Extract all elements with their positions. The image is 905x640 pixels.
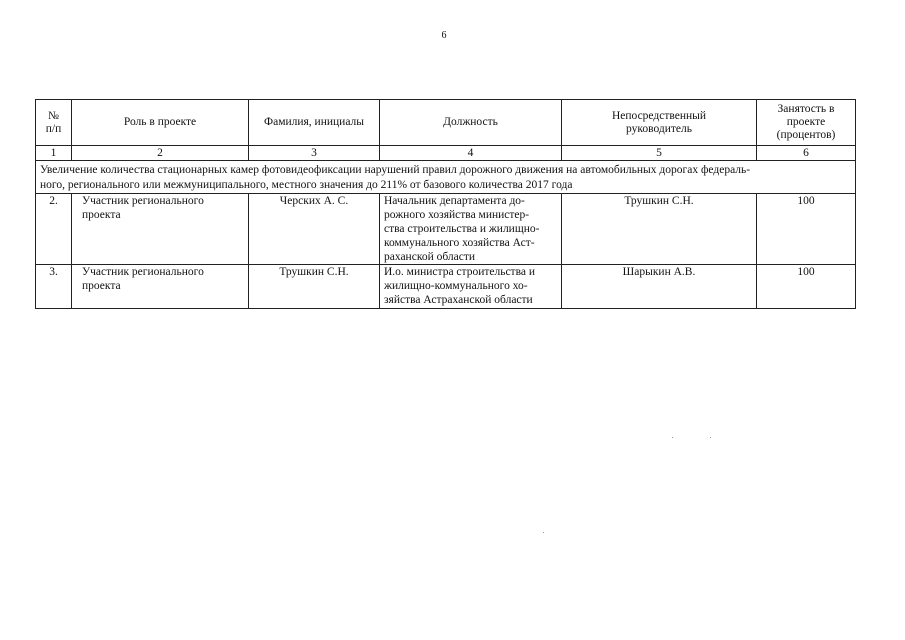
row-occupancy: 100 <box>757 265 856 309</box>
row-role: Участник регионального проекта <box>72 194 249 265</box>
row-role: Участник регионального проекта <box>72 265 249 309</box>
row-position: И.о. министра строительства и жилищно-коммунального хо- зяйства Астраханской области <box>380 265 562 309</box>
scan-speck <box>672 437 673 438</box>
section-title-row <box>36 161 856 194</box>
header-supervisor: Непосредственный руководитель <box>562 100 757 146</box>
section-title: Увеличение количества стационарных камер фотовидеофиксации нарушений правил дорожного движения на автомобильных дорогах федераль- ного, регионального или межмуниципального, местного значения до 211% от базового количества 2017 года <box>36 161 856 194</box>
table-row <box>36 265 856 309</box>
row-name: Черских А. С. <box>249 194 380 265</box>
column-number: 5 <box>562 146 757 161</box>
table-header-row <box>36 100 856 146</box>
scan-speck <box>543 532 544 533</box>
row-name: Трушкин С.Н. <box>249 265 380 309</box>
table-row <box>36 194 856 265</box>
column-number: 2 <box>72 146 249 161</box>
row-supervisor: Трушкин С.Н. <box>562 194 757 265</box>
header-number: № п/п <box>36 100 72 146</box>
column-number: 4 <box>380 146 562 161</box>
row-supervisor: Шарыкин А.В. <box>562 265 757 309</box>
scan-speck <box>710 437 711 438</box>
row-occupancy: 100 <box>757 194 856 265</box>
row-number: 3. <box>36 265 72 309</box>
header-name: Фамилия, инициалы <box>249 100 380 146</box>
header-occupancy: Занятость в проекте (процентов) <box>757 100 856 146</box>
row-number: 2. <box>36 194 72 265</box>
page-number: 6 <box>441 30 447 41</box>
row-position: Начальник департамента до- рожного хозяйства министер- ства строительства и жилищно- коммунального хозяйства Аст- раханской области <box>380 194 562 265</box>
header-role: Роль в проекте <box>72 100 249 146</box>
column-number: 6 <box>757 146 856 161</box>
column-number-row <box>36 146 856 161</box>
header-position: Должность <box>380 100 562 146</box>
column-number: 1 <box>36 146 72 161</box>
participants-table <box>35 99 856 309</box>
column-number: 3 <box>249 146 380 161</box>
